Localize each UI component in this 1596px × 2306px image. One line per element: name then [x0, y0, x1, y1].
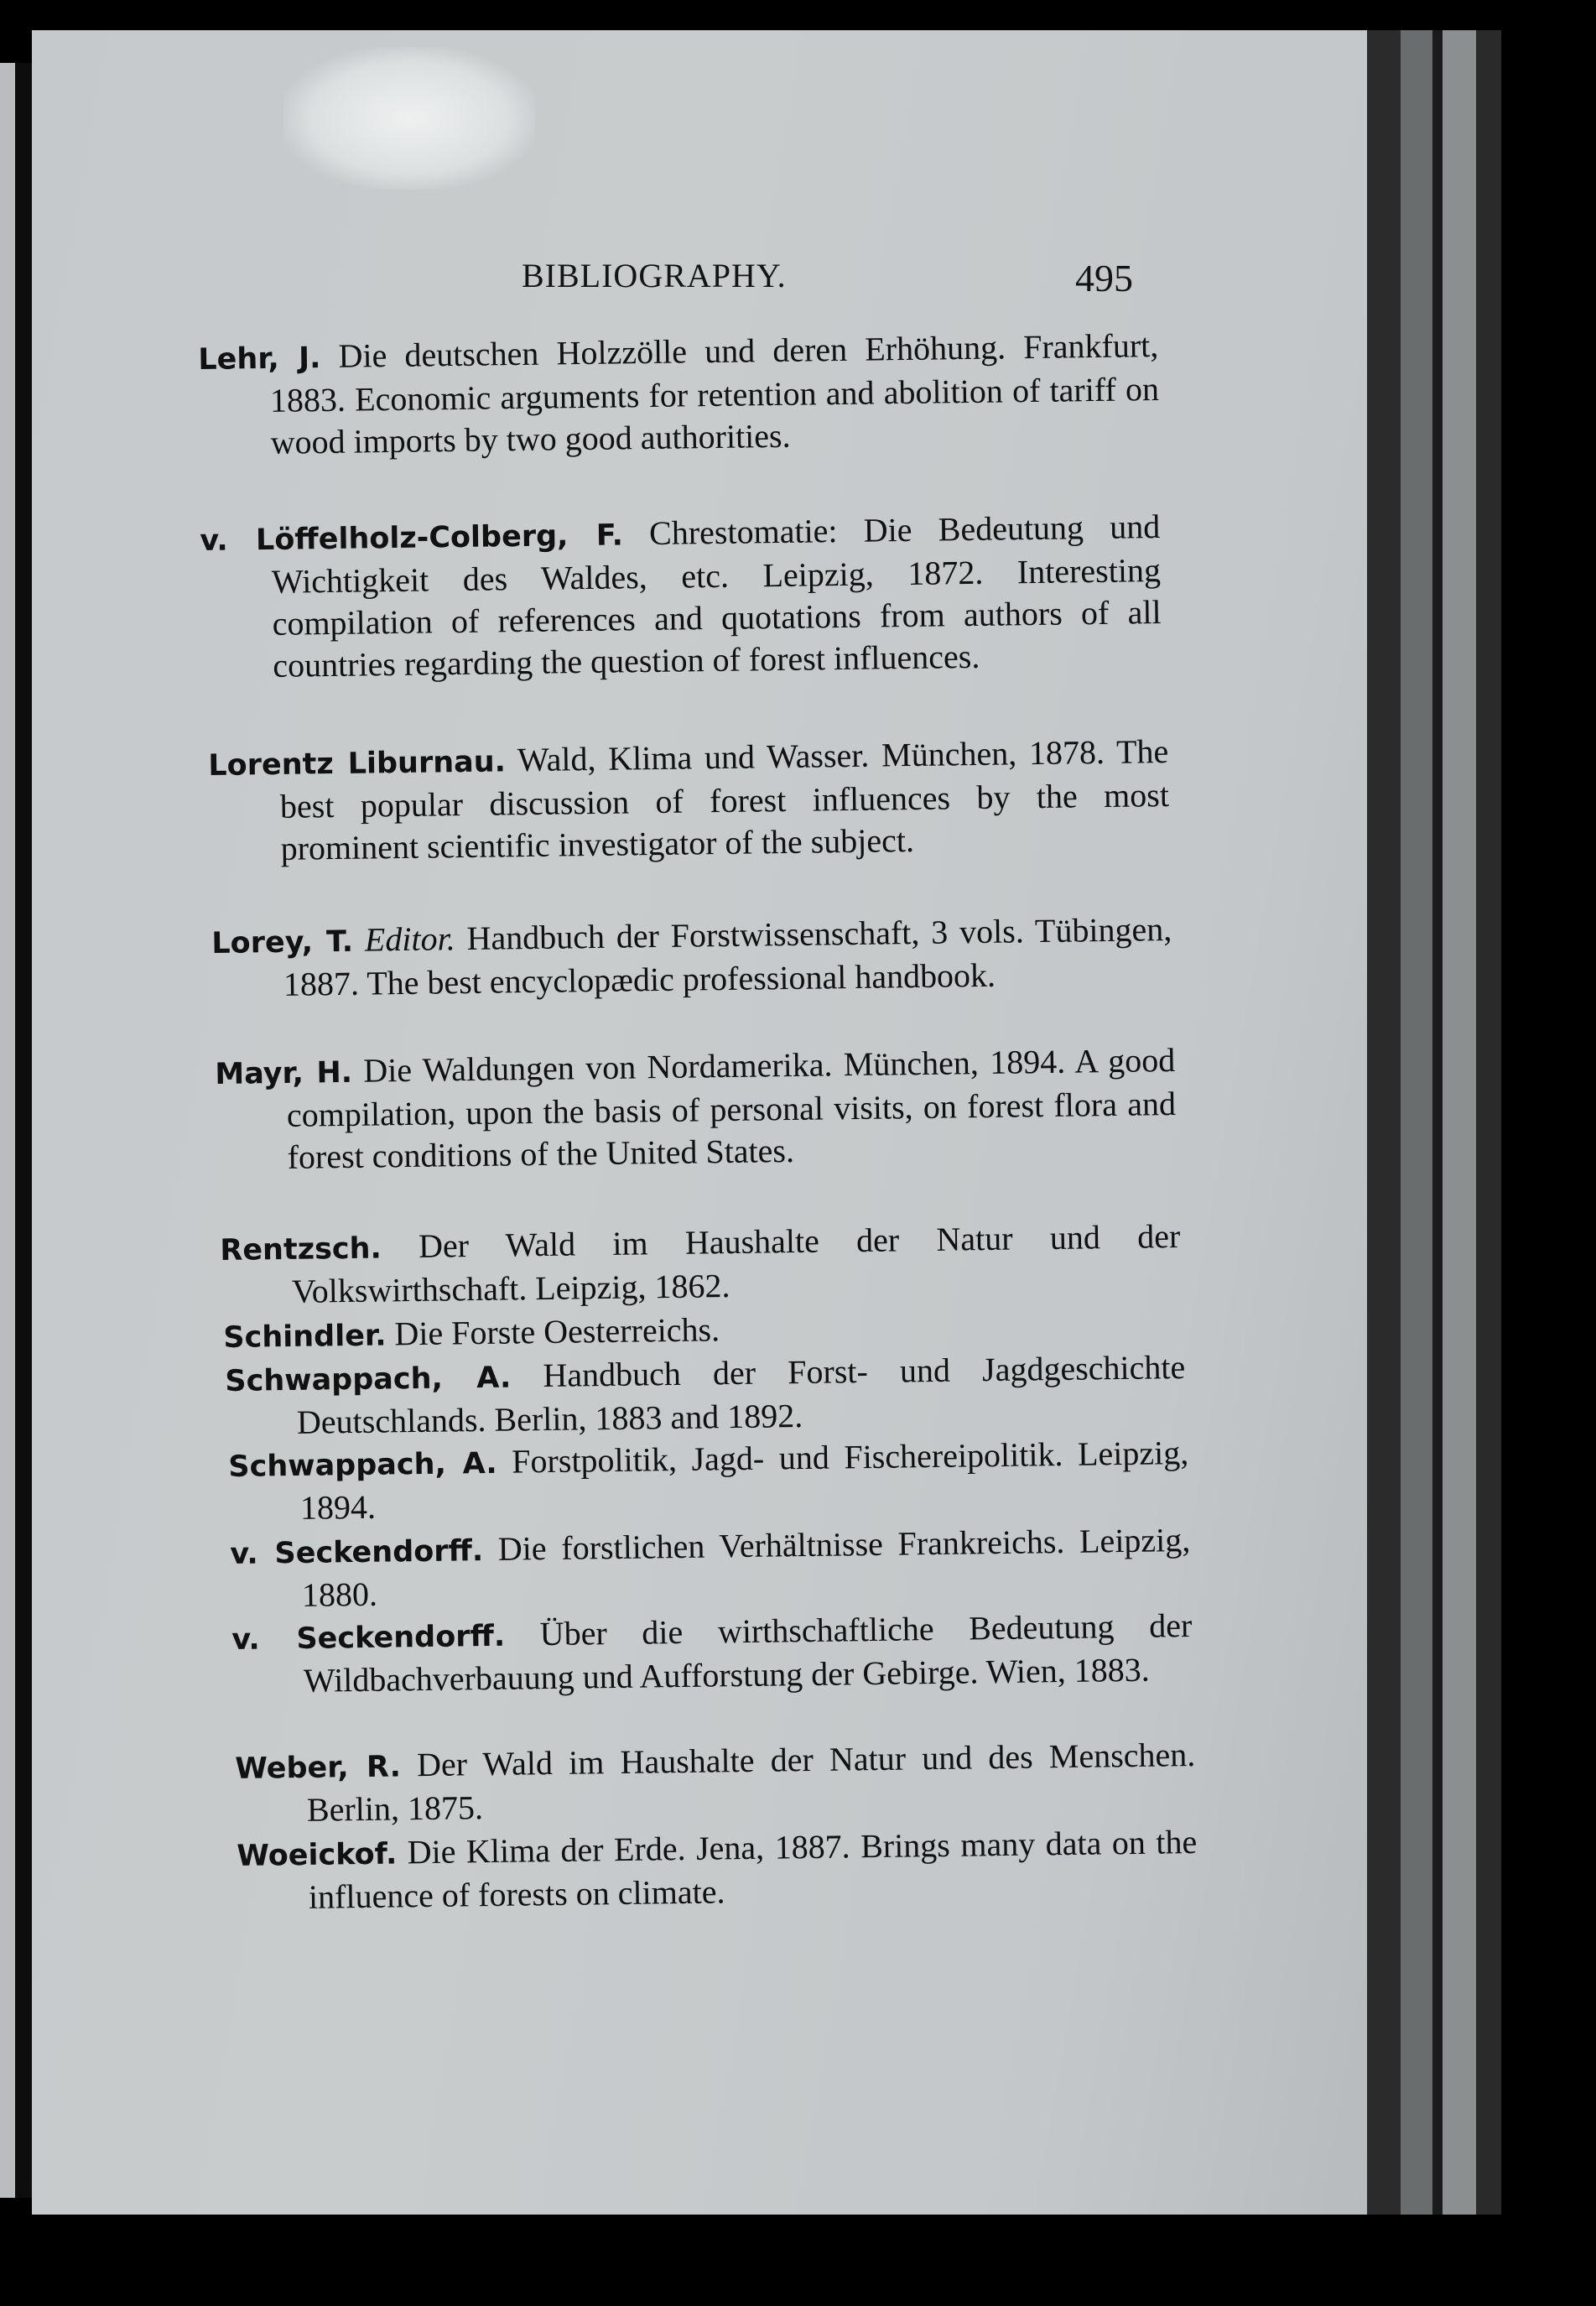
entry-text: Handbuch der Forst- und Jagdgeschichte Deutschlands. Berlin, 1883 and 1892. — [296, 1348, 1186, 1441]
bibliography-entry — [225, 1346, 1186, 1445]
entry-text: Über die wirthschaftliche Bedeutung der Wildbachverbauung und Aufforstung der Gebirge. Wien, 1883. — [303, 1606, 1193, 1700]
entry-author: v. Seckendorff. — [231, 1619, 506, 1657]
entry-text: Wald, Klima und Wasser. München, 1878. The best popular discussion of forest influences by the most prominent scientific investigator of the subject. — [279, 732, 1170, 867]
page-stack-edge — [1443, 30, 1476, 2215]
facing-page-edge — [0, 63, 15, 2198]
running-head: BIBLIOGRAPHY. — [522, 257, 787, 294]
entry-author: v. Löffelholz-Colberg, F. — [200, 518, 624, 558]
book-cover-edge — [1476, 30, 1501, 2215]
bibliography-entry — [215, 1039, 1177, 1179]
entry-author: Schwappach, A. — [225, 1361, 512, 1398]
entry-author: Lehr, J. — [198, 341, 321, 377]
page-number: 495 — [1075, 257, 1133, 299]
entry-text: Die deutschen Holzzölle und deren Erhöhung. Frankfurt, 1883. Economic arguments for retention and abolition of tariff on wood imports by two good authorities. — [269, 326, 1160, 461]
entry-text: Forstpolitik, Jagd- und Fischereipolitik. Leipzig, 1894. — [299, 1434, 1189, 1527]
page-stack-edge — [1367, 30, 1401, 2215]
page-stack-edge — [1401, 30, 1432, 2215]
entry-author: Schwappach, A. — [228, 1446, 497, 1484]
entry-text: Chrestomatie: Die Bedeutung und Wichtigkeit des Waldes, etc. Leipzig, 1872. Interesting compilation of references and quotations from authors of all countries regarding the question of forest influences. — [271, 508, 1162, 685]
entry-text: Handbuch der Forstwissenschaft, 3 vols. Tübingen, 1887. The best encyclopædic professional handbook. — [283, 910, 1172, 1003]
entry-text: Die Waldungen von Nordamerika. München, 1894. A good compilation, upon the basis of personal visits, on forest flora and forest conditions of the United States. — [286, 1041, 1177, 1176]
bibliography-entry — [231, 1605, 1193, 1703]
entry-text: Der Wald im Haushalte der Natur und des Menschen. Berlin, 1875. — [306, 1736, 1196, 1829]
entry-author: Lorentz Liburnau. — [208, 745, 507, 783]
bibliography-entry — [211, 908, 1172, 1007]
entry-text: Die Forste Oesterreichs. — [394, 1310, 720, 1353]
entry-text: Die forstlichen Verhältnisse Frankreichs. Leipzig, 1880. — [301, 1521, 1191, 1614]
bibliography-entry — [235, 1734, 1196, 1832]
entry-text: Die Klima der Erde. Jena, 1887. Brings many data on the influence of forests on climate. — [308, 1823, 1198, 1916]
entry-author: Rentzsch. — [220, 1231, 382, 1268]
bibliography-entry — [198, 325, 1160, 465]
entry-author: Lorey, T. — [211, 924, 354, 960]
bibliography-entry — [200, 506, 1162, 688]
entry-author: Schindler. — [223, 1319, 387, 1355]
entry-author: v. Seckendorff. — [230, 1534, 484, 1571]
bibliography-entry — [230, 1519, 1191, 1617]
entry-author: Weber, R. — [235, 1750, 402, 1786]
book-gutter — [15, 63, 32, 2198]
bibliography-entry — [237, 1821, 1198, 1919]
bibliography-entry — [228, 1432, 1189, 1530]
bibliography-entry — [208, 731, 1170, 871]
page-stack-edge — [1432, 30, 1443, 2215]
entry-author: Mayr, H. — [215, 1055, 353, 1091]
entry-author: Woeickof. — [237, 1837, 398, 1873]
bibliography-entry — [220, 1215, 1181, 1314]
entry-text: Der Wald im Haushalte der Natur und der Volkswirthschaft. Leipzig, 1862. — [291, 1217, 1181, 1310]
entry-role: Editor. — [364, 919, 455, 959]
torn-corner — [283, 47, 535, 190]
